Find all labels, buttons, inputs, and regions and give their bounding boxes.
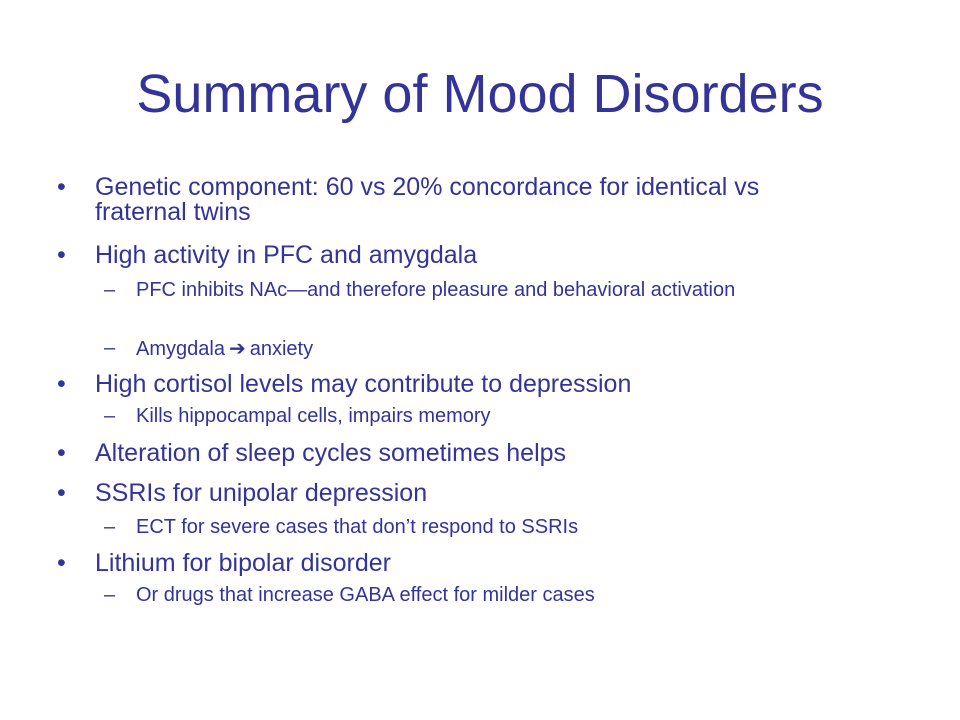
bullet-text: High cortisol levels may contribute to depression (95, 370, 632, 398)
sub-item-text: ECT for severe cases that don’t respond to SSRIs (136, 516, 579, 538)
sub-item-text: Kills hippocampal cells, impairs memory (136, 405, 491, 427)
sub-item-text-after: anxiety (249, 338, 314, 360)
bullet-marker: • (57, 241, 66, 269)
bullet-text: Lithium for bipolar disorder (95, 549, 391, 577)
bullet-marker: • (57, 549, 66, 577)
dash-marker: – (104, 584, 116, 606)
sub-item-text: Or drugs that increase GABA effect for milder cases (136, 584, 595, 606)
dash-marker: – (104, 279, 116, 301)
dash-marker: – (104, 337, 116, 359)
slide-title: Summary of Mood Disorders (136, 64, 824, 124)
bullet-marker: • (57, 479, 66, 507)
bullet-text: Alteration of sleep cycles sometimes helps (95, 439, 567, 467)
bullet-text: High activity in PFC and amygdala (95, 241, 478, 269)
dash-marker: – (104, 405, 116, 427)
dash-marker: – (104, 516, 116, 538)
bullet-text: Genetic component: 60 vs 20% concordance for identical vs fraternal twins (95, 173, 760, 226)
right-arrow-icon: ➔ (228, 336, 246, 360)
bullet-text: SSRIs for unipolar depression (95, 479, 428, 507)
sub-item-text (136, 338, 836, 359)
bullet-marker: • (57, 370, 66, 398)
bullet-marker: • (57, 439, 66, 467)
sub-item-text: PFC inhibits NAc—and therefore pleasure and behavioral activation (136, 279, 736, 301)
sub-item-text-before: Amygdala (136, 338, 225, 360)
bullet-marker: • (57, 173, 66, 201)
